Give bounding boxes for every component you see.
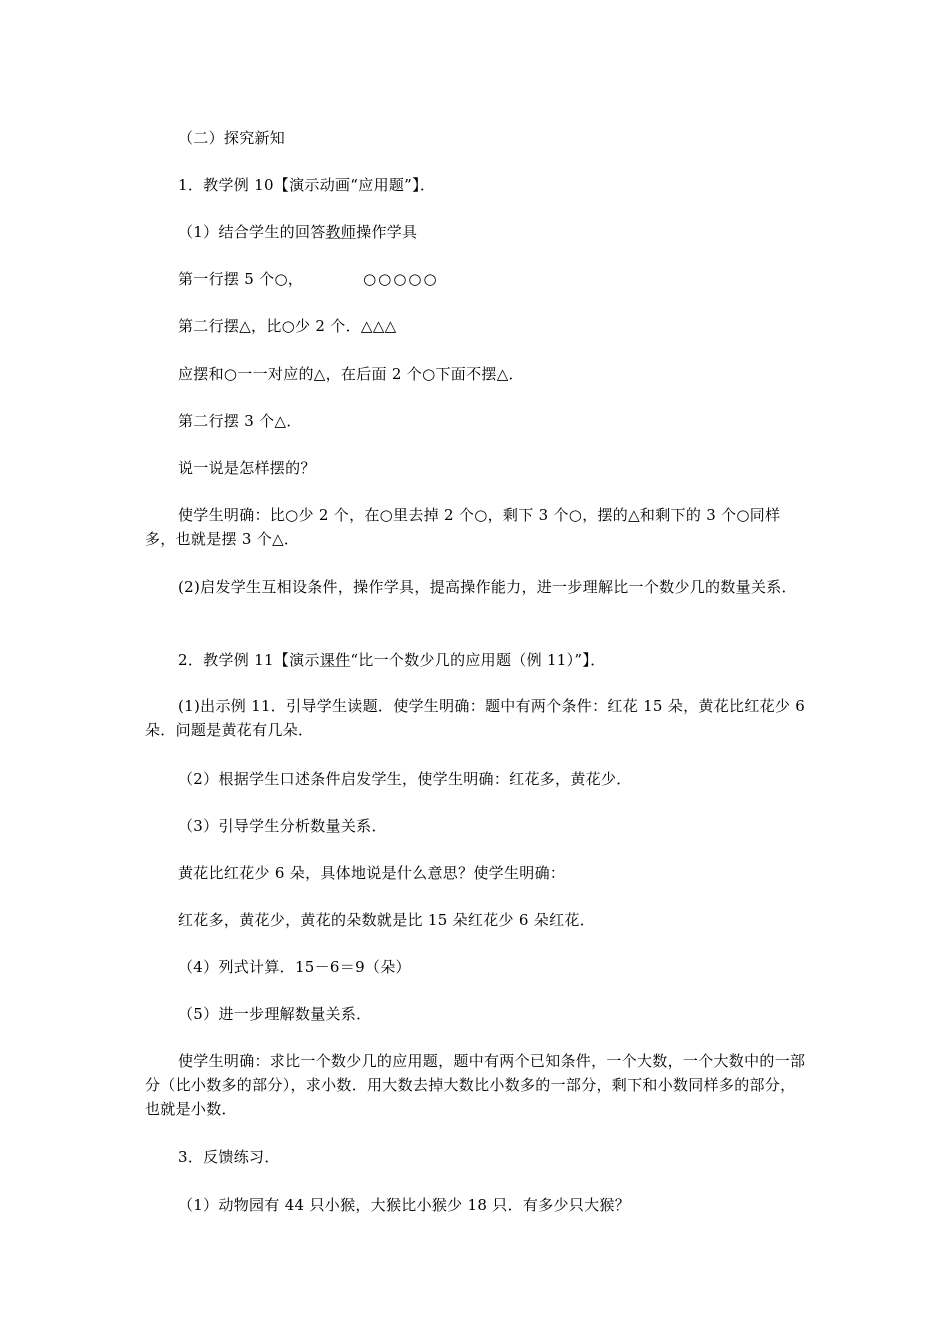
item-2-sub-3: （3）引导学生分析数量关系． xyxy=(178,817,387,835)
clarify-2-paragraph: 使学生明确：求比一个数少几的应用题，题中有两个已知条件，一个大数，一个大数中的一部分（比小数多的部分），求小数．用大数去掉大数比小数多的一部分，剩下和小数同样多的部分，也就是小数． xyxy=(145,1052,806,1118)
item-1-sub-1 xyxy=(178,220,417,244)
explain-line: 红花多，黄花少，黄花的朵数就是比 15 朵红花少 6 朵红花． xyxy=(178,911,596,929)
section-title: （二）探究新知 xyxy=(178,129,286,147)
item-1-heading: 1．教学例 10【演示动画“应用题”】． xyxy=(178,176,436,194)
item-2-text-after: “比一个数少几的应用题（例 11）”】． xyxy=(350,651,606,669)
item-2-sub-1-paragraph: (1)出示例 11．引导学生读题．使学生明确：题中有两个条件：红花 15 朵，黄花比红花少 6 朵．问题是黄花有几朵． xyxy=(145,697,806,739)
item-2-sub-2: （2）根据学生口述条件启发学生，使学生明确：红花多，黄花少． xyxy=(178,770,632,788)
item-3-heading: 3．反馈练习． xyxy=(178,1148,280,1166)
row-1-line xyxy=(178,267,439,291)
meaning-line: 黄花比红花少 6 朵，具体地说是什么意思？使学生明确： xyxy=(178,864,566,882)
row-1-label: 第一行摆 5 个○， xyxy=(178,270,304,288)
item-3-sub-1: （1）动物园有 44 只小猴，大猴比小猴少 18 只．有多少只大猴？ xyxy=(178,1196,630,1214)
clarify-1-paragraph: 使学生明确：比○少 2 个，在○里去掉 2 个○，剩下 3 个○，摆的△和剩下的 3 个○同样多，也就是摆 3 个△． xyxy=(145,506,781,548)
item-2-sub-4: （4）列式计算．15－6＝9（朵） xyxy=(178,958,411,976)
row-2-line: 第二行摆△，比○少 2 个．△△△ xyxy=(178,317,397,335)
ask-line: 说一说是怎样摆的？ xyxy=(178,459,316,477)
item-2-heading xyxy=(178,648,606,672)
row-2b-line: 第二行摆 3 个△． xyxy=(178,412,302,430)
courseware-link[interactable]: 课件 xyxy=(319,651,351,669)
item-1-sub-2-paragraph: (2)启发学生互相设条件，操作学具，提高操作能力，进一步理解比一个数少几的数量关系． xyxy=(178,578,797,596)
item-1-sub-1-text-after: 操作学具 xyxy=(356,223,418,241)
item-2-sub-5: （5）进一步理解数量关系． xyxy=(178,1005,372,1023)
alignment-line: 应摆和○一一对应的△，在后面 2 个○下面不摆△． xyxy=(178,365,524,383)
teacher-link[interactable]: 教师 xyxy=(325,223,357,241)
item-1-sub-1-text-before: （1）结合学生的回答 xyxy=(178,223,326,241)
circles-row: ○○○○○ xyxy=(363,270,439,288)
item-2-text-before: 2．教学例 11【演示 xyxy=(178,651,320,669)
